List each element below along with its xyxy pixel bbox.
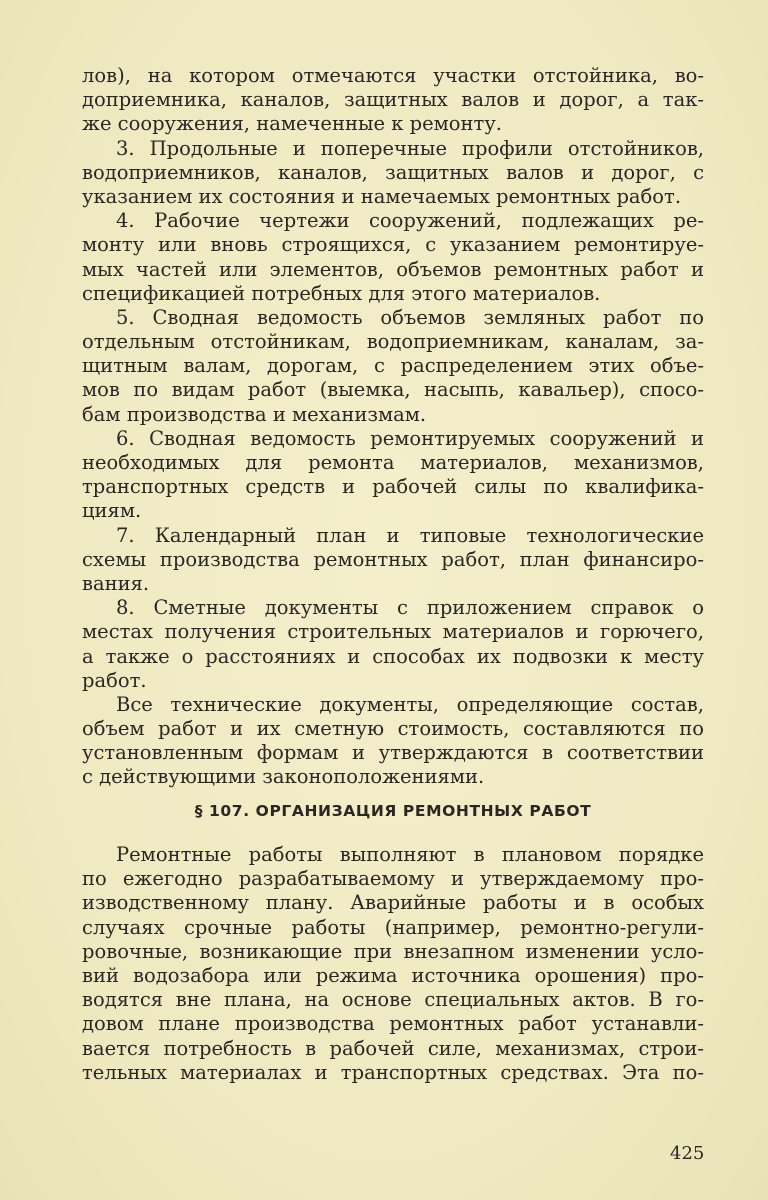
text-line: 5. Сводная ведомость объемов земляных работ по [116,305,704,329]
text-line: работ. [82,668,147,692]
section-heading: § 107. ОРГАНИЗАЦИЯ РЕМОНТНЫХ РАБОТ [194,802,592,820]
text-line: необходимых для ремонта материалов, механизмов, [82,451,704,474]
text-line: монту или вновь строящихся, с указанием ремонтируе- [82,233,704,257]
text-line: водятся вне плана, на основе специальных актов. В го- [82,988,704,1012]
text-line: циям. [82,499,142,523]
text-line: с действующими законоположениями. [82,765,485,789]
text-line: местах получения строительных материалов и горючего, [82,620,704,644]
text-line: лов), на котором отмечаются участки отстойника, во- [82,64,704,87]
text-line: 8. Сметные документы с приложением справок о [116,596,704,620]
text-line: же сооружения, намеченные к ремонту. [82,112,502,136]
text-line: тельных материалах и транспортных средствах. Эта по- [82,1060,704,1084]
text-line: а также о расстояниях и способах их подвозки к месту [82,644,704,668]
text-line: спецификацией потребных для этого материалов. [82,281,601,305]
text-line: отдельным отстойникам, водоприемникам, каналам, за- [82,330,704,354]
text-line: вается потребность в рабочей силе, механизмах, строи- [82,1036,704,1060]
paragraph-item-8 [82,596,704,693]
text-line: мов по видам работ (выемка, насыпь, кавальер), спосо- [82,378,704,402]
text-line: транспортных средств и рабочей силы по квалифика- [82,475,704,499]
paragraph-item-6 [82,427,704,524]
paragraph-item-5 [82,306,704,427]
section-paragraph [82,843,704,1085]
text-line: по ежегодно разрабатываемому и утверждаемому про- [82,867,704,891]
text-line: установленным формам и утверждаются в соответствии [82,741,704,765]
text-line: Все технические документы, определяющие состав, [116,692,704,716]
paragraph-item-4 [82,209,704,306]
text-line: бам производства и механизмам. [82,402,427,426]
body-text [82,64,704,790]
paragraph-all-documents [82,693,704,790]
text-line: 7. Календарный план и типовые технологические [116,523,704,547]
text-line: 6. Сводная ведомость ремонтируемых сооружений и [116,426,704,450]
text-line: 3. Продольные и поперечные профили отстойников, [116,136,704,160]
text-line: водоприемников, каналов, защитных валов и дорог, с [82,160,704,184]
text-line: указанием их состояния и намечаемых ремонтных работ. [82,184,682,208]
text-line: 4. Рабочие чертежи сооружений, подлежащих ре- [116,209,704,233]
text-line: схемы производства ремонтных работ, план финансиро- [82,547,704,571]
text-line: вания. [82,571,150,595]
text-line: Ремонтные работы выполняют в плановом порядке [116,843,704,866]
paragraph-continuation [82,64,704,137]
text-line: случаях срочные работы (например, ремонтно-регули- [82,915,704,939]
text-line: объем работ и их сметную стоимость, составляются по [82,717,704,741]
text-line: щитным валам, дорогам, с распределением этих объе- [82,354,704,378]
text-line: ровочные, возникающие при внезапном изменении усло- [82,939,704,963]
text-line: мых частей или элементов, объемов ремонтных работ и [82,257,704,281]
text-line: доприемника, каналов, защитных валов и дорог, а так- [82,88,704,112]
text-line: изводственному плану. Аварийные работы и в особых [82,891,704,915]
paragraph-item-3 [82,137,704,210]
paragraph-item-7 [82,524,704,597]
text-line: вий водозабора или режима источника орошения) про- [82,963,704,987]
text-line: довом плане производства ремонтных работ устанавли- [82,1012,704,1036]
page-number: 425 [670,1143,705,1164]
